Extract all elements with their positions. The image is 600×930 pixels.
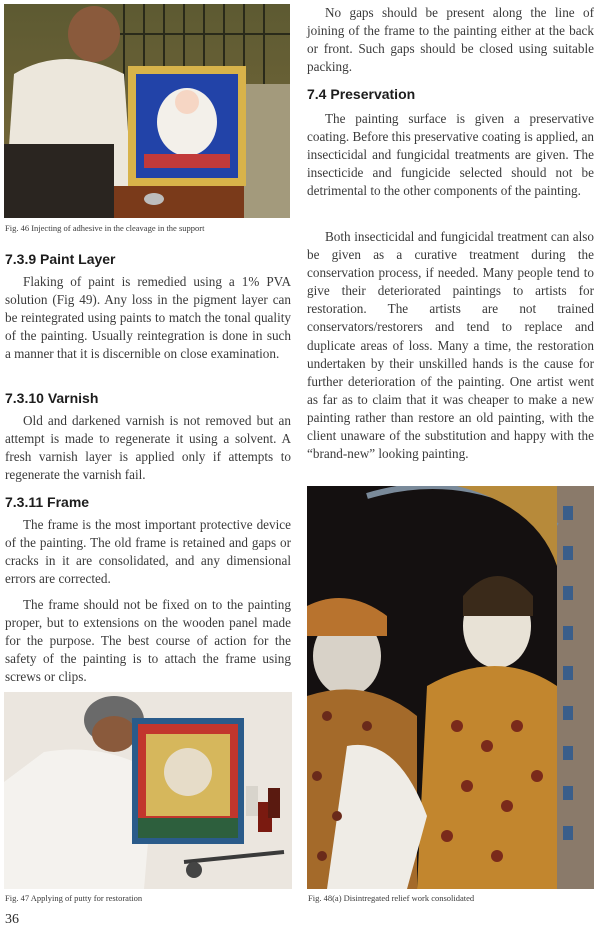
preservation-paragraph-2: Both insecticidal and fungicidal treatment can also be given as a curative treatment during the conservation process, if needed. Many people tend to give their deteriorated paintings to artists for restoration. The artists are not trained conservators/restorers and tend to replace and duplicate areas of loss. Many a time, the restoration undertaken by their unskilled hands is the cause for further deterioration of the painting. One artist went as far as to claim that it was cheaper to make a new painting rather than restore an old painting, with the client unaware of the substitution and happy with the “brand-new” looking painting. (307, 229, 594, 462)
figure-48a-photo (307, 486, 594, 889)
preservation-paragraph-1: The painting surface is given a preservative coating. Before this preservative coating is applied, an insecticidal and fungicidal treatments are given. The insecticide and fungicide selected should not be detrimental to the other components of the painting. (307, 111, 594, 199)
restorer-injecting-adhesive-image (4, 4, 290, 218)
section-7-3-10-heading: 7.3.10 Varnish (5, 390, 99, 406)
section-7-4-text-2 (307, 228, 594, 463)
varnish-paragraph: Old and darkened varnish is not removed but an attempt is made to regenerate it using a solvent. A fresh varnish layer is applied only if attempts to regenerate the varnish fail. (5, 413, 291, 483)
section-7-3-11-heading: 7.3.11 Frame (5, 494, 90, 510)
section-7-3-9-text (5, 273, 291, 363)
section-7-4-heading: 7.4 Preservation (307, 86, 416, 102)
relief-work-detail-image (307, 486, 594, 889)
paint-layer-paragraph: Flaking of paint is remedied using a 1% PVA solution (Fig 49). Any loss in the pigment layer can be reintegrated using paints to match the tonal quality of the painting. Usually reintegration is done in such a manner that it is discernible on close examination. (5, 274, 291, 362)
restorer-applying-putty-image (4, 692, 292, 889)
figure-47-caption: Fig. 47 Applying of putty for restoration (5, 893, 143, 903)
section-7-4-text-1 (307, 110, 594, 200)
section-7-3-11-text-2 (5, 596, 291, 686)
frame-paragraph-2: The frame should not be fixed on to the painting proper, but to extensions on the wooden panel made for the purpose. The best course of action for the safety of the painting is to attach the frame using screws or clips. (5, 597, 291, 685)
figure-46-caption: Fig. 46 Injecting of adhesive in the cleavage in the support (5, 223, 205, 233)
figure-46-photo (4, 4, 290, 218)
figure-48a-caption: Fig. 48(a) Disintregated relief work consolidated (308, 893, 475, 903)
section-7-3-9-heading: 7.3.9 Paint Layer (5, 251, 116, 267)
frame-gaps-paragraph: No gaps should be present along the line of joining of the frame to the painting either at the back or front. Such gaps should be closed using suitable packing. (307, 5, 594, 75)
frame-paragraph-1: The frame is the most important protective device of the painting. The old frame is retained and gaps or cracks in it are consolidated, and any dimensional errors are corrected. (5, 517, 291, 587)
section-7-3-11-text-1 (5, 516, 291, 588)
section-7-3-10-text (5, 412, 291, 484)
figure-47-photo (4, 692, 292, 889)
page-number: 36 (5, 912, 19, 927)
frame-gaps-text (307, 4, 594, 76)
